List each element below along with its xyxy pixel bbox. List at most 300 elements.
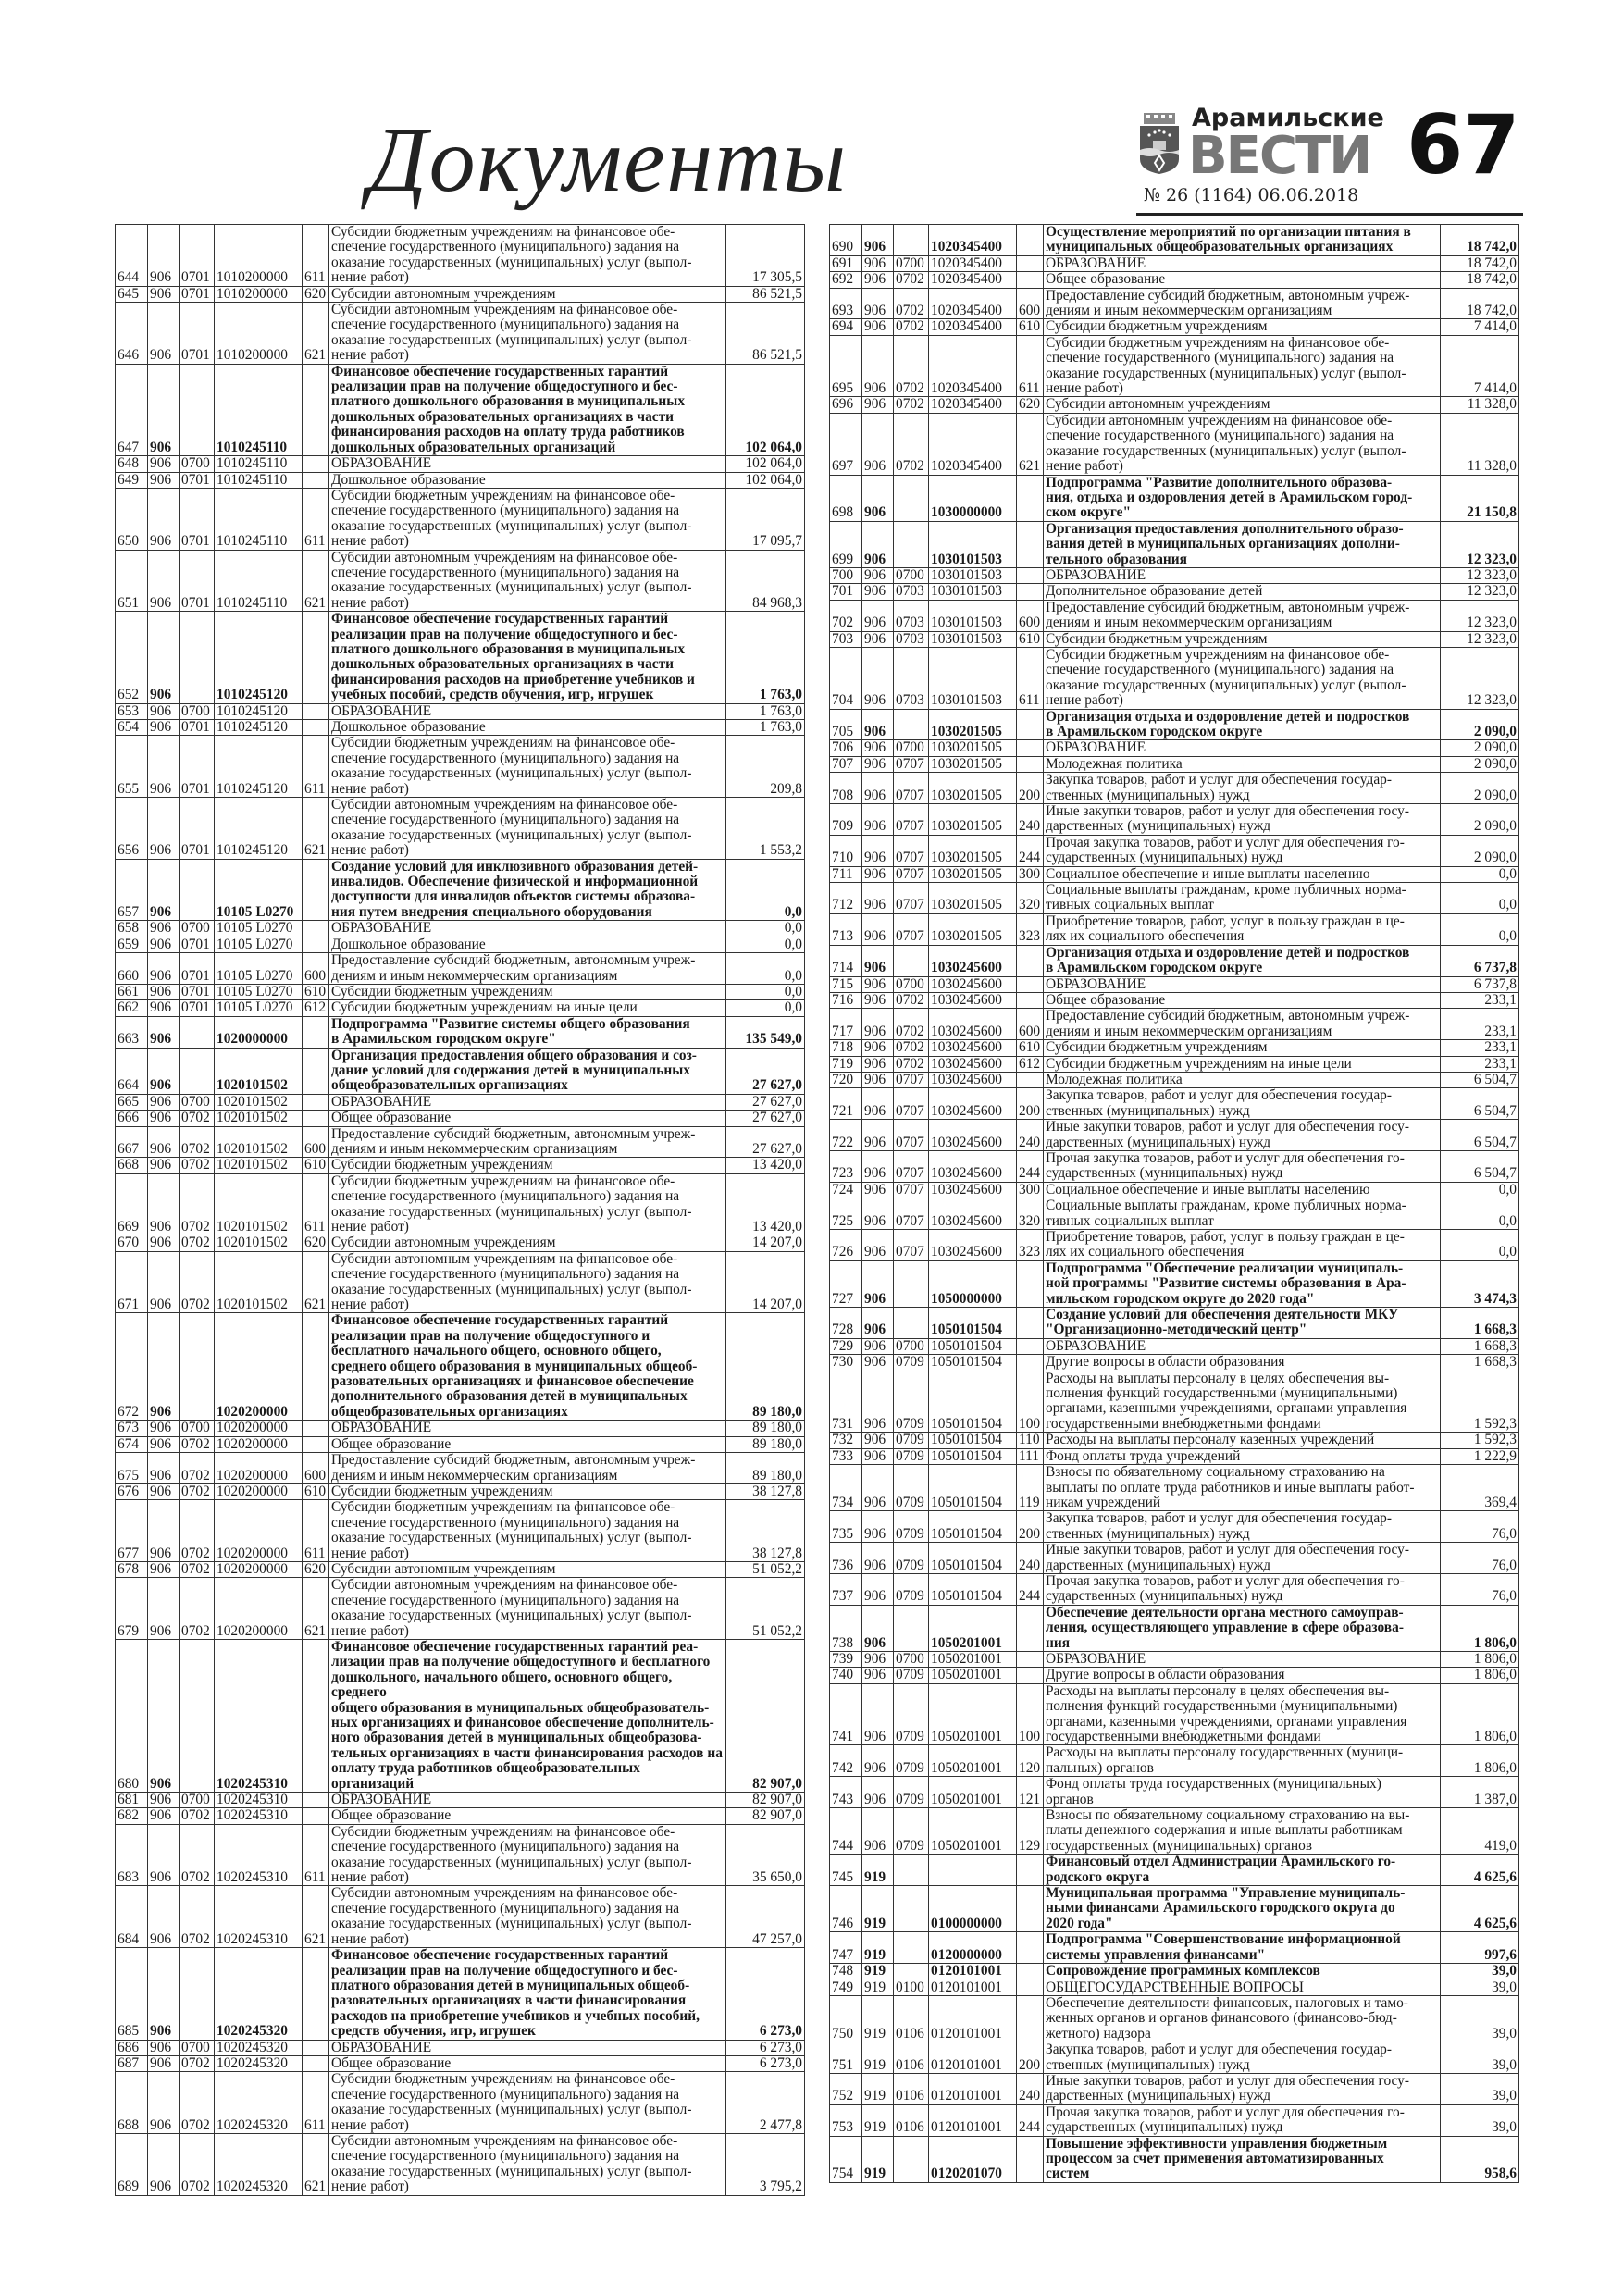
section-code bbox=[894, 225, 929, 256]
ved-code: 906 bbox=[148, 2133, 180, 2195]
section-code: 0702 bbox=[180, 1126, 215, 1158]
expense-type-code: 320 bbox=[1017, 883, 1044, 914]
row-number: 711 bbox=[830, 866, 862, 882]
expense-type-code bbox=[303, 456, 329, 472]
table-row bbox=[116, 1048, 805, 1094]
table-row bbox=[830, 1040, 1519, 1056]
target-article-code: 1020345400 bbox=[929, 335, 1017, 397]
ved-code: 906 bbox=[148, 736, 180, 798]
target-article-code: 1030245600 bbox=[929, 976, 1017, 992]
expense-type-code: 240 bbox=[1017, 1120, 1044, 1151]
item-name: ОБРАЗОВАНИЕ bbox=[1044, 1651, 1441, 1667]
amount: 82 907,0 bbox=[726, 1639, 805, 1792]
target-article-code: 1010200000 bbox=[215, 225, 303, 287]
right-column bbox=[829, 224, 1519, 2183]
row-number: 710 bbox=[830, 835, 862, 866]
row-number: 706 bbox=[830, 740, 862, 756]
row-number: 665 bbox=[116, 1094, 148, 1110]
section-code bbox=[894, 2136, 929, 2182]
newspaper-masthead bbox=[1138, 97, 1527, 209]
table-row bbox=[830, 225, 1519, 256]
section-code bbox=[180, 1313, 215, 1421]
amount: 13 420,0 bbox=[726, 1158, 805, 1173]
expense-type-code: 621 bbox=[1017, 413, 1044, 475]
item-name: Предоставление субсидий бюджетным, автономным учреж- дениям и иным некоммерческим организациям bbox=[1044, 288, 1441, 319]
section-code: 0707 bbox=[894, 804, 929, 836]
ved-code: 906 bbox=[148, 1016, 180, 1048]
target-article-code: 1030245600 bbox=[929, 992, 1017, 1008]
item-name: Социальное обеспечение и иные выплаты населению bbox=[1044, 866, 1441, 882]
amount: 6 504,7 bbox=[1441, 1088, 1519, 1120]
ved-code: 906 bbox=[862, 1808, 894, 1855]
amount: 0,0 bbox=[1441, 1198, 1519, 1230]
table-row bbox=[830, 1056, 1519, 1072]
target-article-code: 1030245600 bbox=[929, 1120, 1017, 1151]
expense-type-code: 600 bbox=[1017, 1009, 1044, 1040]
item-name: Субсидии бюджетным учреждениям на финансовое обе- спечение государственного (муниципального) задания на оказание государственных (муниципальных) услуг (выпол- нение работ) bbox=[329, 1500, 726, 1562]
table-row bbox=[830, 255, 1519, 271]
ved-code: 906 bbox=[862, 1260, 894, 1307]
table-row bbox=[830, 992, 1519, 1008]
section-code bbox=[180, 1016, 215, 1048]
amount: 0,0 bbox=[1441, 1182, 1519, 1198]
expense-type-code bbox=[303, 612, 329, 703]
target-article-code: 1010245110 bbox=[215, 472, 303, 488]
row-number: 744 bbox=[830, 1808, 862, 1855]
expense-type-code bbox=[303, 1808, 329, 1824]
target-article-code: 1010245110 bbox=[215, 550, 303, 612]
target-article-code: 1020345400 bbox=[929, 397, 1017, 413]
row-number: 684 bbox=[116, 1886, 148, 1948]
ved-code: 906 bbox=[862, 740, 894, 756]
table-row bbox=[116, 1561, 805, 1577]
row-number: 753 bbox=[830, 2104, 862, 2136]
ved-code: 906 bbox=[862, 1448, 894, 1464]
item-name: ОБРАЗОВАНИЕ bbox=[1044, 255, 1441, 271]
amount: 4 625,6 bbox=[1441, 1886, 1519, 1932]
amount: 7 414,0 bbox=[1441, 319, 1519, 335]
ved-code: 906 bbox=[148, 1453, 180, 1484]
brand-name-main: ВЕСТИ bbox=[1188, 126, 1371, 186]
item-name: Иные закупки товаров, работ и услуг для обеспечения госу- дарственных (муниципальных) нужд bbox=[1044, 1120, 1441, 1151]
expense-type-code bbox=[1017, 584, 1044, 600]
table-row bbox=[116, 953, 805, 985]
item-name: Взносы по обязательному социальному страхованию на выплаты по оплате труда работников и иные выплаты работ- никам учреждений bbox=[1044, 1465, 1441, 1511]
table-row bbox=[830, 773, 1519, 804]
target-article-code: 1050101504 bbox=[929, 1371, 1017, 1433]
ved-code: 906 bbox=[148, 1251, 180, 1313]
row-number: 732 bbox=[830, 1433, 862, 1448]
target-article-code: 1030201505 bbox=[929, 835, 1017, 866]
amount: 12 323,0 bbox=[1441, 600, 1519, 631]
item-name: Субсидии бюджетным учреждениям на финансовое обе- спечение государственного (муниципального) задания на оказание государственных (муниципальных) услуг (выпол- нение работ) bbox=[1044, 335, 1441, 397]
section-code: 0702 bbox=[180, 1561, 215, 1577]
item-name: Общее образование bbox=[329, 1111, 726, 1126]
ved-code: 906 bbox=[148, 456, 180, 472]
target-article-code: 1030101503 bbox=[929, 647, 1017, 709]
target-article-code: 1010245110 bbox=[215, 488, 303, 550]
ved-code: 906 bbox=[862, 1543, 894, 1574]
ved-code: 906 bbox=[862, 225, 894, 256]
row-number: 696 bbox=[830, 397, 862, 413]
expense-type-code bbox=[1017, 740, 1044, 756]
row-number: 741 bbox=[830, 1683, 862, 1745]
section-code: 0700 bbox=[894, 740, 929, 756]
ved-code: 906 bbox=[148, 488, 180, 550]
amount: 12 323,0 bbox=[1441, 584, 1519, 600]
section-code: 0701 bbox=[180, 1000, 215, 1016]
ved-code: 906 bbox=[148, 286, 180, 302]
ved-code: 906 bbox=[862, 1040, 894, 1056]
target-article-code: 1050201001 bbox=[929, 1651, 1017, 1667]
section-code: 0700 bbox=[180, 703, 215, 719]
target-article-code: 1030245600 bbox=[929, 1198, 1017, 1230]
expense-type-code: 240 bbox=[1017, 804, 1044, 836]
section-code: 0709 bbox=[894, 1683, 929, 1745]
ved-code: 906 bbox=[148, 2055, 180, 2071]
amount: 13 420,0 bbox=[726, 1173, 805, 1235]
section-code bbox=[894, 1855, 929, 1886]
row-number: 658 bbox=[116, 921, 148, 937]
expense-type-code bbox=[303, 472, 329, 488]
expense-type-code bbox=[1017, 1855, 1044, 1886]
amount: 89 180,0 bbox=[726, 1436, 805, 1452]
table-row bbox=[830, 1668, 1519, 1683]
table-row bbox=[116, 1313, 805, 1421]
expense-type-code: 300 bbox=[1017, 866, 1044, 882]
item-name: Субсидии бюджетным учреждениям bbox=[329, 984, 726, 999]
row-number: 751 bbox=[830, 2042, 862, 2074]
row-number: 647 bbox=[116, 364, 148, 455]
table-row bbox=[830, 2073, 1519, 2104]
section-code: 0709 bbox=[894, 1355, 929, 1371]
section-code bbox=[180, 612, 215, 703]
item-name: Создание условий для инклюзивного образования детей- инвалидов. Обеспечение физической и информационной доступности для инвалидов объектов системы образова- ния путем внедрения специального оборудования bbox=[329, 859, 726, 921]
item-name: Субсидии бюджетным учреждениям bbox=[1044, 631, 1441, 647]
target-article-code: 1050000000 bbox=[929, 1260, 1017, 1307]
row-number: 678 bbox=[116, 1561, 148, 1577]
target-article-code: 1020345400 bbox=[929, 272, 1017, 288]
section-code: 0702 bbox=[894, 1009, 929, 1040]
ved-code: 919 bbox=[862, 2073, 894, 2104]
section-code bbox=[894, 1886, 929, 1932]
ved-code: 906 bbox=[862, 913, 894, 945]
ved-code: 906 bbox=[862, 1605, 894, 1651]
section-code: 0106 bbox=[894, 2042, 929, 2074]
row-number: 659 bbox=[116, 937, 148, 952]
section-code bbox=[894, 709, 929, 740]
item-name: Субсидии автономным учреждениям bbox=[329, 1235, 726, 1251]
amount: 2 090,0 bbox=[1441, 740, 1519, 756]
table-row bbox=[116, 2133, 805, 2195]
target-article-code: 1020101502 bbox=[215, 1126, 303, 1158]
expense-type-code bbox=[1017, 709, 1044, 740]
target-article-code: 1050101504 bbox=[929, 1308, 1017, 1339]
table-row bbox=[116, 720, 805, 736]
target-article-code: 0120101001 bbox=[929, 2073, 1017, 2104]
item-name: Закупка товаров, работ и услуг для обеспечения государ- ственных (муниципальных) нужд bbox=[1044, 1511, 1441, 1543]
expense-type-code: 610 bbox=[303, 984, 329, 999]
item-name: Общее образование bbox=[1044, 272, 1441, 288]
amount: 76,0 bbox=[1441, 1511, 1519, 1543]
section-code: 0700 bbox=[894, 1338, 929, 1354]
ved-code: 906 bbox=[862, 1433, 894, 1448]
row-number: 687 bbox=[116, 2055, 148, 2071]
item-name: Субсидии бюджетным учреждениям на финансовое обе- спечение государственного (муниципального) задания на оказание государственных (муниципальных) услуг (выпол- нение работ) bbox=[329, 488, 726, 550]
item-name: Фонд оплаты труда государственных (муниципальных) органов bbox=[1044, 1777, 1441, 1808]
target-article-code: 1050201001 bbox=[929, 1683, 1017, 1745]
item-name: Прочая закупка товаров, работ и услуг для обеспечения го- сударственных (муниципальных) нужд bbox=[1044, 1573, 1441, 1605]
item-name: Субсидии бюджетным учреждениям на иные цели bbox=[329, 1000, 726, 1016]
expense-type-code: 611 bbox=[303, 2072, 329, 2134]
row-number: 735 bbox=[830, 1511, 862, 1543]
expense-type-code: 100 bbox=[1017, 1371, 1044, 1433]
expense-type-code: 200 bbox=[1017, 2042, 1044, 2074]
ved-code: 906 bbox=[862, 584, 894, 600]
target-article-code: 1030245600 bbox=[929, 1230, 1017, 1261]
target-article-code: 1020245310 bbox=[215, 1808, 303, 1824]
section-code: 0703 bbox=[894, 600, 929, 631]
expense-type-code bbox=[303, 859, 329, 921]
target-article-code: 1020345400 bbox=[929, 319, 1017, 335]
section-code: 0707 bbox=[894, 1182, 929, 1198]
row-number: 673 bbox=[116, 1421, 148, 1436]
row-number: 750 bbox=[830, 1995, 862, 2042]
row-number: 685 bbox=[116, 1948, 148, 2040]
table-row bbox=[830, 1808, 1519, 1855]
target-article-code bbox=[929, 1855, 1017, 1886]
expense-type-code: 612 bbox=[303, 1000, 329, 1016]
section-code: 0702 bbox=[894, 319, 929, 335]
row-number: 742 bbox=[830, 1745, 862, 1777]
table-row bbox=[830, 600, 1519, 631]
item-name: Предоставление субсидий бюджетным, автономным учреж- дениям и иным некоммерческим организациям bbox=[329, 1453, 726, 1484]
item-name: Субсидии автономным учреждениям на финансовое обе- спечение государственного (муниципального) задания на оказание государственных (муниципальных) услуг (выпол- нение работ) bbox=[329, 303, 726, 365]
row-number: 709 bbox=[830, 804, 862, 836]
row-number: 734 bbox=[830, 1465, 862, 1511]
amount: 38 127,8 bbox=[726, 1483, 805, 1499]
ved-code: 906 bbox=[148, 1111, 180, 1126]
table-row bbox=[830, 1230, 1519, 1261]
section-code: 0701 bbox=[180, 286, 215, 302]
row-number: 707 bbox=[830, 756, 862, 772]
target-article-code: 1020101502 bbox=[215, 1251, 303, 1313]
target-article-code: 1030101503 bbox=[929, 521, 1017, 567]
target-article-code: 1020345400 bbox=[929, 288, 1017, 319]
section-code: 0702 bbox=[180, 1824, 215, 1886]
row-number: 694 bbox=[830, 319, 862, 335]
section-code: 0700 bbox=[180, 2040, 215, 2055]
table-row bbox=[116, 1886, 805, 1948]
target-article-code: 1020245310 bbox=[215, 1793, 303, 1808]
table-row bbox=[116, 2040, 805, 2055]
item-name: Дошкольное образование bbox=[329, 472, 726, 488]
expense-type-code bbox=[1017, 945, 1044, 976]
table-row bbox=[830, 835, 1519, 866]
ved-code: 919 bbox=[862, 1886, 894, 1932]
item-name: Финансовое обеспечение государственных гарантий реа- лизации прав на получение общедоступного и бесплатного дошкольного, начального общего, основного общего, среднего общего образования в муниципальных общеобразователь- ных организациях и финансовое обеспечение дополнитель- ного образования детей в муниципальных общеобразова- тельных организациях в части финансирования расходов на оплату труда работников общеобразовательных организаций bbox=[329, 1639, 726, 1792]
table-row bbox=[830, 2042, 1519, 2074]
target-article-code: 1030245600 bbox=[929, 1040, 1017, 1056]
row-number: 681 bbox=[116, 1793, 148, 1808]
amount: 12 323,0 bbox=[1441, 567, 1519, 583]
expense-type-code: 320 bbox=[1017, 1198, 1044, 1230]
table-row bbox=[830, 913, 1519, 945]
section-code bbox=[180, 1639, 215, 1792]
table-row bbox=[830, 709, 1519, 740]
expense-type-code: 240 bbox=[1017, 2073, 1044, 2104]
table-row bbox=[830, 883, 1519, 914]
item-name: Субсидии автономным учреждениям на финансовое обе- спечение государственного (муниципального) задания на оказание государственных (муниципальных) услуг (выпол- нение работ) bbox=[329, 1578, 726, 1640]
amount: 6 737,8 bbox=[1441, 945, 1519, 976]
row-number: 729 bbox=[830, 1338, 862, 1354]
expense-type-code: 600 bbox=[303, 953, 329, 985]
expense-type-code bbox=[303, 1111, 329, 1126]
expense-type-code bbox=[1017, 1605, 1044, 1651]
ved-code: 906 bbox=[862, 1088, 894, 1120]
table-row bbox=[830, 584, 1519, 600]
row-number: 677 bbox=[116, 1500, 148, 1562]
table-row bbox=[116, 1578, 805, 1640]
item-name: Организация отдыха и оздоровление детей и подростков в Арамильском городском округе bbox=[1044, 945, 1441, 976]
amount: 1 387,0 bbox=[1441, 1777, 1519, 1808]
amount: 369,4 bbox=[1441, 1465, 1519, 1511]
section-code: 0707 bbox=[894, 1150, 929, 1182]
target-article-code: 1030245600 bbox=[929, 1088, 1017, 1120]
expense-type-code: 200 bbox=[1017, 773, 1044, 804]
item-name: Субсидии бюджетным учреждениям bbox=[1044, 319, 1441, 335]
ved-code: 906 bbox=[148, 1421, 180, 1436]
expense-type-code bbox=[1017, 1668, 1044, 1683]
amount: 6 504,7 bbox=[1441, 1072, 1519, 1087]
row-number: 651 bbox=[116, 550, 148, 612]
item-name: Субсидии бюджетным учреждениям на иные цели bbox=[1044, 1056, 1441, 1072]
row-number: 728 bbox=[830, 1308, 862, 1339]
item-name: Расходы на выплаты персоналу в целях обеспечения вы- полнения функций государственными (муниципальными) органами, казенными учреждениями, органами управления государственными внебюджетными фондами bbox=[1044, 1683, 1441, 1745]
section-code: 0700 bbox=[180, 1793, 215, 1808]
item-name: ОБРАЗОВАНИЕ bbox=[329, 1094, 726, 1110]
row-number: 675 bbox=[116, 1453, 148, 1484]
section-code: 0702 bbox=[894, 272, 929, 288]
amount: 0,0 bbox=[1441, 866, 1519, 882]
expense-type-code: 323 bbox=[1017, 913, 1044, 945]
expense-type-code bbox=[303, 1421, 329, 1436]
ved-code: 906 bbox=[148, 1808, 180, 1824]
item-name: Подпрограмма "Развитие системы общего образования в Арамильском городском округе" bbox=[329, 1016, 726, 1048]
table-row bbox=[830, 567, 1519, 583]
item-name: Иные закупки товаров, работ и услуг для обеспечения госу- дарственных (муниципальных) нужд bbox=[1044, 2073, 1441, 2104]
item-name: Общее образование bbox=[1044, 992, 1441, 1008]
target-article-code: 1050101504 bbox=[929, 1465, 1017, 1511]
expense-type-code bbox=[1017, 1072, 1044, 1087]
item-name: Фонд оплаты труда учреждений bbox=[1044, 1448, 1441, 1464]
item-name: Предоставление субсидий бюджетным, автономным учреж- дениям и иным некоммерческим организациям bbox=[329, 953, 726, 985]
ved-code: 906 bbox=[862, 1198, 894, 1230]
section-code: 0709 bbox=[894, 1808, 929, 1855]
amount: 89 180,0 bbox=[726, 1453, 805, 1484]
target-article-code: 1020200000 bbox=[215, 1578, 303, 1640]
section-code: 0701 bbox=[180, 798, 215, 860]
item-name: Общее образование bbox=[329, 2055, 726, 2071]
expense-type-code bbox=[1017, 521, 1044, 567]
item-name: Прочая закупка товаров, работ и услуг для обеспечения го- сударственных (муниципальных) нужд bbox=[1044, 835, 1441, 866]
target-article-code: 1010245110 bbox=[215, 456, 303, 472]
row-number: 708 bbox=[830, 773, 862, 804]
ved-code: 906 bbox=[148, 1483, 180, 1499]
amount: 6 504,7 bbox=[1441, 1120, 1519, 1151]
expense-type-code: 240 bbox=[1017, 1543, 1044, 1574]
expense-type-code: 244 bbox=[1017, 835, 1044, 866]
section-code: 0106 bbox=[894, 1995, 929, 2042]
target-article-code: 1010245120 bbox=[215, 736, 303, 798]
ved-code: 906 bbox=[148, 1436, 180, 1452]
table-row bbox=[830, 1980, 1519, 1995]
table-row bbox=[116, 859, 805, 921]
table-row bbox=[116, 303, 805, 365]
table-row bbox=[116, 472, 805, 488]
row-number: 749 bbox=[830, 1980, 862, 1995]
amount: 2 090,0 bbox=[1441, 835, 1519, 866]
table-row bbox=[116, 1421, 805, 1436]
target-article-code: 10105 L0270 bbox=[215, 921, 303, 937]
section-code: 0702 bbox=[894, 1056, 929, 1072]
section-code: 0702 bbox=[180, 2055, 215, 2071]
ved-code: 906 bbox=[862, 773, 894, 804]
table-row bbox=[830, 1777, 1519, 1808]
item-name: Социальное обеспечение и иные выплаты населению bbox=[1044, 1182, 1441, 1198]
row-number: 738 bbox=[830, 1605, 862, 1651]
row-number: 686 bbox=[116, 2040, 148, 2055]
ved-code: 906 bbox=[862, 1745, 894, 1777]
table-row bbox=[830, 521, 1519, 567]
amount: 1 806,0 bbox=[1441, 1668, 1519, 1683]
row-number: 747 bbox=[830, 1932, 862, 1964]
ved-code: 906 bbox=[862, 883, 894, 914]
item-name: ОБРАЗОВАНИЕ bbox=[1044, 567, 1441, 583]
amount: 6 273,0 bbox=[726, 1948, 805, 2040]
item-name: Организация предоставления общего образования и соз- дание условий для содержания детей в муниципальных общеобразовательных организациях bbox=[329, 1048, 726, 1094]
row-number: 705 bbox=[830, 709, 862, 740]
target-article-code: 1050201001 bbox=[929, 1745, 1017, 1777]
item-name: Дошкольное образование bbox=[329, 937, 726, 952]
expense-type-code bbox=[303, 720, 329, 736]
section-code: 0702 bbox=[180, 1483, 215, 1499]
row-number: 674 bbox=[116, 1436, 148, 1452]
section-code bbox=[894, 1308, 929, 1339]
amount: 76,0 bbox=[1441, 1573, 1519, 1605]
amount: 0,0 bbox=[726, 1000, 805, 1016]
table-row bbox=[116, 1235, 805, 1251]
expense-type-code: 620 bbox=[303, 1235, 329, 1251]
table-row bbox=[830, 1964, 1519, 1980]
table-row bbox=[116, 286, 805, 302]
expense-type-code: 244 bbox=[1017, 2104, 1044, 2136]
amount: 21 150,8 bbox=[1441, 475, 1519, 521]
table-row bbox=[116, 1126, 805, 1158]
row-number: 676 bbox=[116, 1483, 148, 1499]
amount: 86 521,5 bbox=[726, 286, 805, 302]
item-name: Взносы по обязательному социальному страхованию на вы- платы денежного содержания и иные выплаты работникам государственных (муниципальных) органов bbox=[1044, 1808, 1441, 1855]
section-code: 0701 bbox=[180, 550, 215, 612]
amount: 11 328,0 bbox=[1441, 397, 1519, 413]
amount: 27 627,0 bbox=[726, 1111, 805, 1126]
item-name: Молодежная политика bbox=[1044, 756, 1441, 772]
ved-code: 919 bbox=[862, 2042, 894, 2074]
ved-code: 906 bbox=[862, 1668, 894, 1683]
amount: 12 323,0 bbox=[1441, 631, 1519, 647]
expense-type-code: 611 bbox=[303, 1173, 329, 1235]
section-code: 0702 bbox=[894, 397, 929, 413]
